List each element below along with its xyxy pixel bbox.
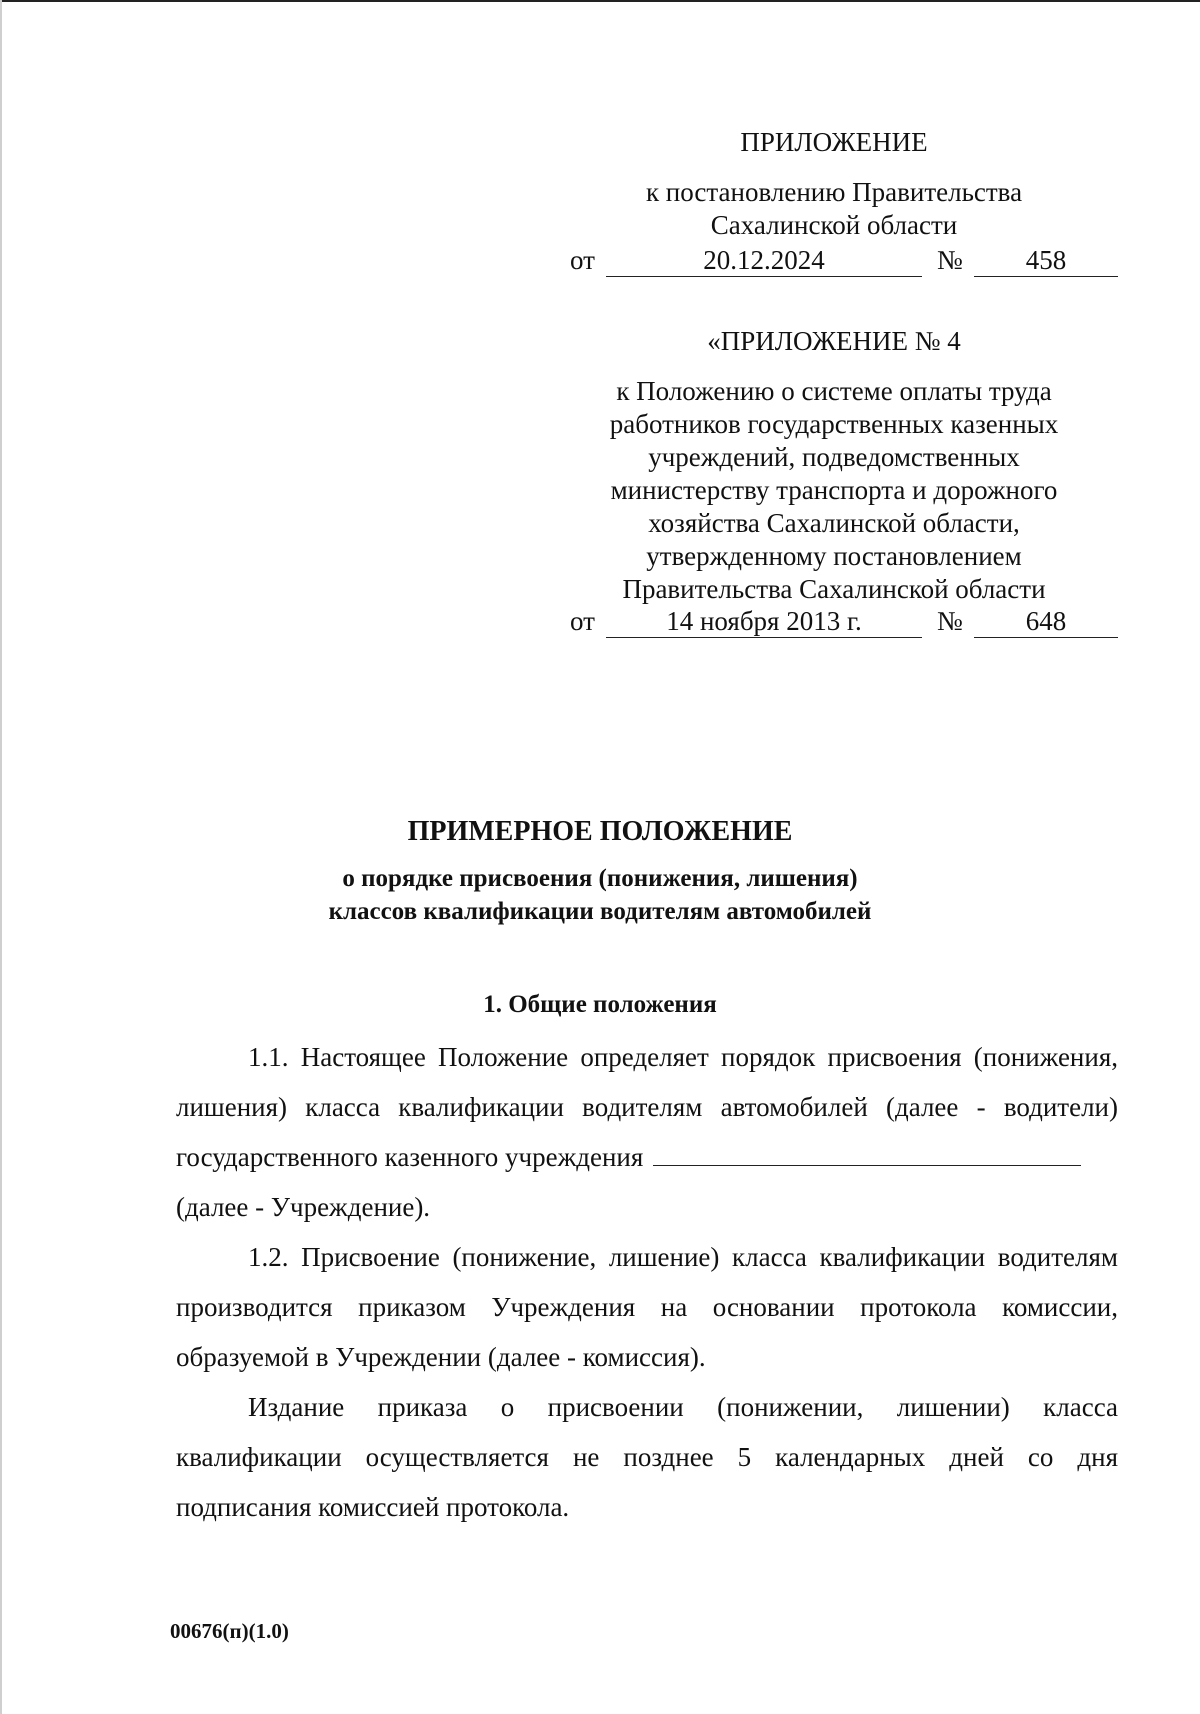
document-subtitle-line-1: о порядке присвоения (понижения, лишения) <box>342 865 858 892</box>
appendix-4-line-5: хозяйства Сахалинской области, <box>648 508 1020 538</box>
document-title: ПРИМЕРНОЕ ПОЛОЖЕНИЕ <box>407 816 793 847</box>
document-code: 00676(п)(1.0) <box>170 1619 289 1643</box>
document-subtitle-line-2: классов квалификации водителям автомобилей <box>328 898 872 925</box>
paragraph-1-3-text: Издание приказа о присвоении (понижении, лишении) класса квалификации осуществляется не позднее 5 календарных дней со дня подписания комиссией протокола. <box>176 1392 1118 1522</box>
appendix-4-line-4: министерству транспорта и дорожного <box>610 475 1058 505</box>
to-resolution-line-2: Сахалинской области <box>710 210 958 240</box>
section-1-heading: 1. Общие положения <box>483 991 717 1018</box>
resolution-number: 458 <box>974 244 1118 277</box>
paragraph-1-3 <box>176 1382 1118 1532</box>
number-sign: № <box>937 606 963 636</box>
resolution-date-number-row <box>570 244 1118 278</box>
regulation-date: 14 ноября 2013 г. <box>606 605 922 638</box>
page-top-edge <box>0 0 1200 2</box>
paragraph-1-1-text: 1.1. Настоящее Положение определяет порядок присвоения (понижения, лишения) класса квалификации водителям автомобилей (далее - водители) государственного казенного учреждения <box>176 1042 1118 1172</box>
appendix-4-line-6: утвержденному постановлением <box>646 541 1022 571</box>
from-label: от <box>570 245 595 275</box>
regulation-number: 648 <box>974 605 1118 638</box>
paragraph-1-1 <box>176 1032 1118 1232</box>
paragraph-1-2 <box>176 1232 1118 1382</box>
from-label: от <box>570 606 595 636</box>
to-resolution-line-1: к постановлению Правительства <box>645 177 1023 207</box>
appendix-4-line-2: работников государственных казенных <box>609 409 1059 439</box>
appendix-4-line-7: Правительства Сахалинской области <box>622 574 1046 604</box>
institution-name-blank <box>653 1143 1081 1166</box>
paragraph-1-2-text: 1.2. Присвоение (понижение, лишение) класса квалификации водителям производится приказом Учреждения на основании протокола комиссии, образуемой в Учреждении (далее - комиссия). <box>176 1242 1118 1372</box>
paragraph-1-1-tail: (далее - Учреждение). <box>176 1192 431 1222</box>
resolution-date: 20.12.2024 <box>606 244 922 277</box>
page-left-edge <box>0 0 2 1714</box>
appendix-4-line-1: к Положению о системе оплаты труда <box>616 376 1052 406</box>
number-sign: № <box>937 245 963 275</box>
regulation-date-number-row <box>570 605 1118 639</box>
appendix-4-line-3: учреждений, подведомственных <box>648 442 1020 472</box>
appendix-title: ПРИЛОЖЕНИЕ <box>740 127 928 157</box>
appendix-4-title: «ПРИЛОЖЕНИЕ № 4 <box>707 326 961 356</box>
